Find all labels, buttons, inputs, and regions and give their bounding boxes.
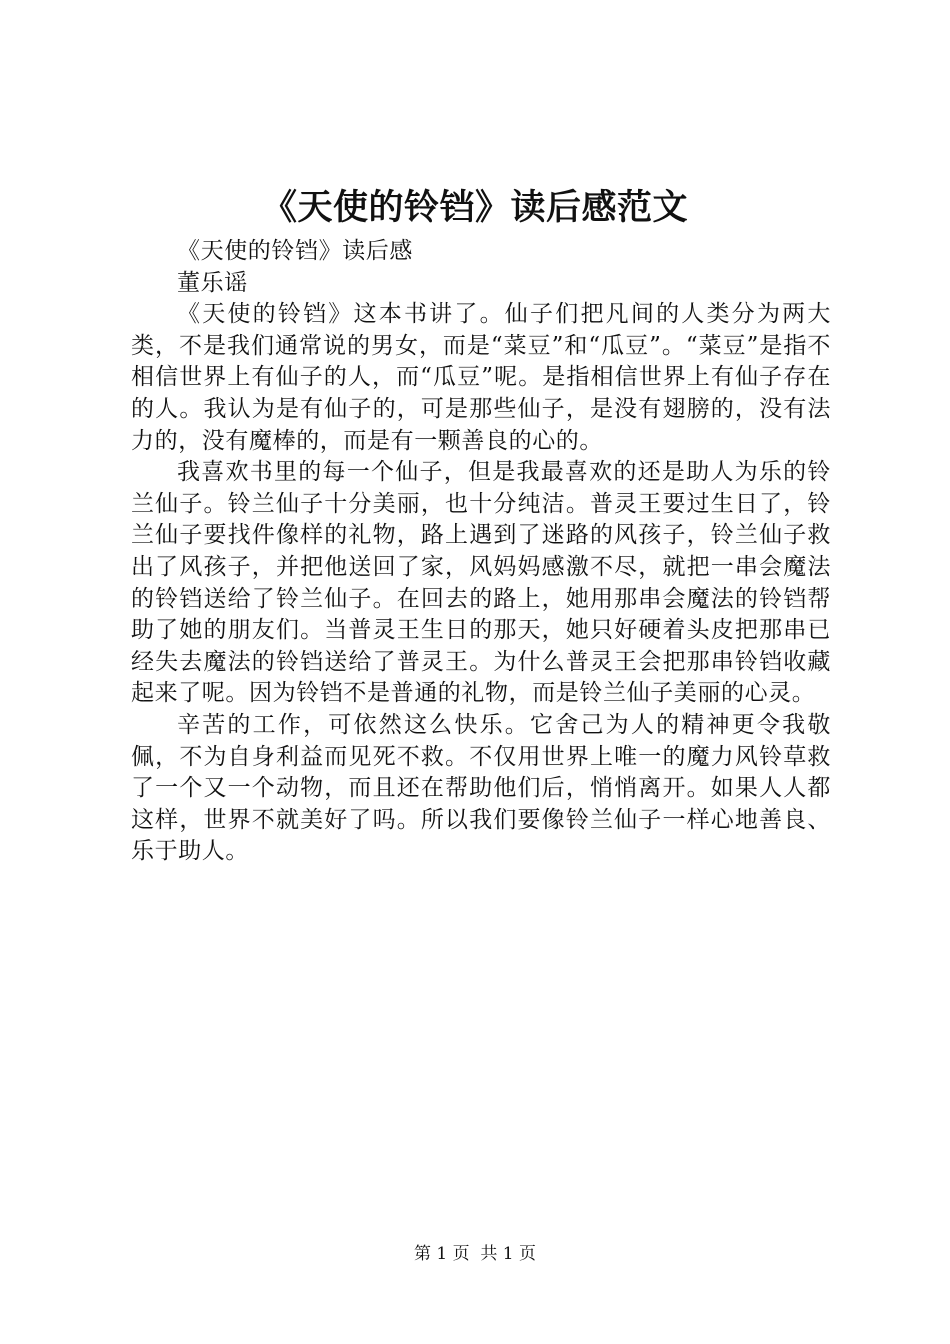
document-title: 《天使的铃铛》读后感范文: [261, 187, 688, 228]
document-author: 董乐谣: [177, 269, 248, 296]
document-subtitle: 《天使的铃铛》读后感: [177, 238, 413, 264]
document-body: [131, 236, 831, 868]
page-number-footer: 第 1 页 共 1 页: [413, 1244, 537, 1264]
paragraph: 《天使的铃铛》这本书讲了。仙子们把凡间的人类分为两大类，不是我们通常说的男女，而是“菜豆”和“瓜豆”。“菜豆”是指不相信世界上有仙子的人，而“瓜豆”呢。是指相信世界上有仙子存在的人。我认为是有仙子的，可是那些仙子，是没有翅膀的，没有法力的，没有魔棒的，而是有一颗善良的心的。: [131, 301, 831, 454]
paragraph: 我喜欢书里的每一个仙子，但是我最喜欢的还是助人为乐的铃兰仙子。铃兰仙子十分美丽，也十分纯洁。普灵王要过生日了，铃兰仙子要找件像样的礼物，路上遇到了迷路的风孩子，铃兰仙子救出了风孩子，并把他送回了家，风妈妈感激不尽，就把一串会魔法的铃铛送给了铃兰仙子。在回去的路上，她用那串会魔法的铃铛帮助了她的朋友们。当普灵王生日的那天，她只好硬着头皮把那串已经失去魔法的铃铛送给了普灵王。为什么普灵王会把那串铃铛收藏起来了呢。因为铃铛不是普通的礼物，而是铃兰仙子美丽的心灵。: [131, 459, 831, 707]
paragraph: 辛苦的工作，可依然这么快乐。它舍己为人的精神更令我敬佩，不为自身利益而见死不救。不仅用世界上唯一的魔力风铃草救了一个又一个动物，而且还在帮助他们后，悄悄离开。如果人人都这样，世界不就美好了吗。所以我们要像铃兰仙子一样心地善良、乐于助人。: [131, 711, 831, 865]
